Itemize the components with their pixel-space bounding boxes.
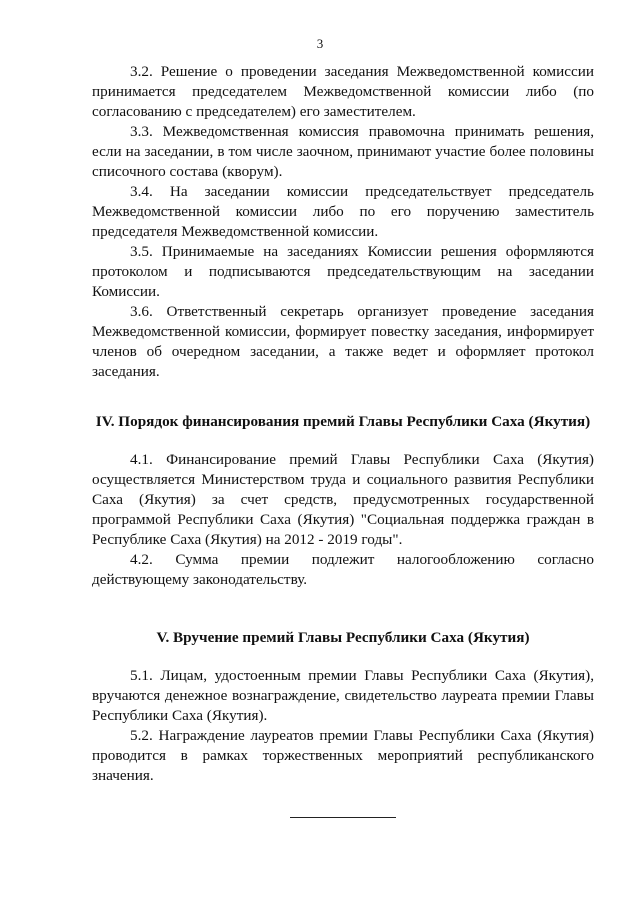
paragraph-3-2: 3.2. Решение о проведении заседания Межведомственной комиссии принимается председателем Межведомственной комиссии либо (по согласованию с председателем) его заместителем.: [92, 63, 594, 120]
end-divider: [290, 817, 396, 818]
paragraph-3-3: 3.3. Межведомственная комиссия правомочна принимать решения, если на заседании, в том числе заочном, принимают участие более половины списочного состава (кворум).: [92, 123, 594, 180]
paragraph-3-5: 3.5. Принимаемые на заседаниях Комиссии решения оформляются протоколом и подписываются председательствующим на заседании Комиссии.: [92, 243, 594, 300]
paragraph-4-2: 4.2. Сумма премии подлежит налогообложению согласно действующему законодательству.: [92, 551, 594, 588]
paragraph-5-1: 5.1. Лицам, удостоенным премии Главы Республики Саха (Якутия), вручаются денежное вознаграждение, свидетельство лауреата премии Главы Республики Саха (Якутия).: [92, 667, 594, 724]
paragraph-5-2: 5.2. Награждение лауреатов премии Главы Республики Саха (Якутия) проводится в рамках торжественных мероприятий республиканского значения.: [92, 727, 594, 784]
document-body: [92, 62, 594, 786]
page-number: 3: [316, 36, 324, 51]
section-5-heading: V. Вручение премий Главы Республики Саха (Якутия): [156, 629, 530, 646]
paragraph-3-6: 3.6. Ответственный секретарь организует проведение заседания Межведомственной комиссии, формирует повестку заседания, информирует членов об очередном заседании, а также ведет и оформляет протокол заседания.: [92, 303, 594, 380]
paragraph-3-4: 3.4. На заседании комиссии председательствует председатель Межведомственной комиссии либо по его поручению заместитель председателя Межведомственной комиссии.: [92, 183, 594, 240]
section-4-heading: IV. Порядок финансирования премий Главы Республики Саха (Якутия): [95, 413, 591, 430]
paragraph-4-1: 4.1. Финансирование премий Главы Республики Саха (Якутия) осуществляется Министерством труда и социального развития Республики Саха (Якутия) за счет средств, предусмотренных государственной программой Республики Саха (Якутия) "Социальная поддержка граждан в Республике Саха (Якутия) на 2012 - 2019 годы".: [92, 451, 594, 548]
